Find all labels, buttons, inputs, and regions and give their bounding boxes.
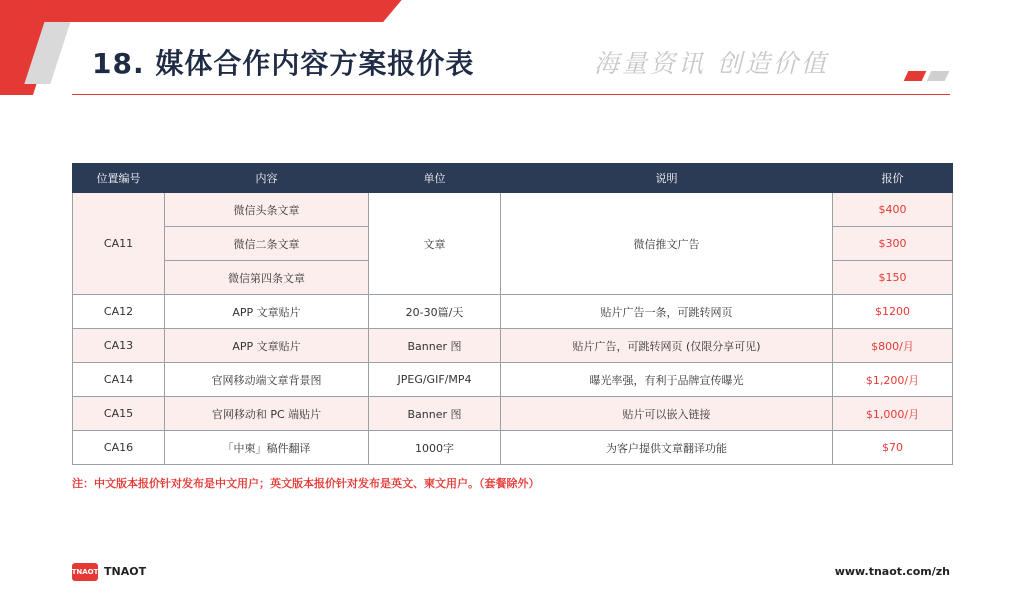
cell-price: $300 <box>833 227 953 261</box>
cell-unit: JPEG/GIF/MP4 <box>369 363 501 397</box>
cell-content: APP 文章贴片 <box>165 295 369 329</box>
table-row <box>73 431 953 465</box>
slogan: 海量资讯 创造价值 <box>594 49 829 78</box>
decor-mark-grey <box>927 71 950 81</box>
cell-content: 官网移动和 PC 端贴片 <box>165 397 369 431</box>
decor-stripe-red <box>23 0 410 22</box>
cell-unit: Banner 图 <box>369 329 501 363</box>
cell-content: 微信二条文章 <box>165 227 369 261</box>
cell-desc: 贴片广告一条，可跳转网页 <box>501 295 833 329</box>
cell-unit: 文章 <box>369 193 501 295</box>
cell-desc: 为客户提供文章翻译功能 <box>501 431 833 465</box>
table-row <box>73 193 953 227</box>
cell-id: CA11 <box>73 193 165 295</box>
cell-price: $800/月 <box>833 329 953 363</box>
cell-id: CA15 <box>73 397 165 431</box>
cell-unit: 20-30篇/天 <box>369 295 501 329</box>
col-header-price: 报价 <box>833 164 953 193</box>
footnote: 注：中文版本报价针对发布是中文用户；英文版本报价针对发布是英文、柬文用户。（套餐除外） <box>72 477 540 490</box>
table-row <box>73 295 953 329</box>
tnaot-logo-icon: TNAOT <box>72 563 98 581</box>
table-row <box>73 329 953 363</box>
table-row <box>73 363 953 397</box>
cell-price: $400 <box>833 193 953 227</box>
col-header-id: 位置编号 <box>73 164 165 193</box>
cell-unit: 1000字 <box>369 431 501 465</box>
col-header-desc: 说明 <box>501 164 833 193</box>
table-header <box>73 164 953 193</box>
cell-desc: 贴片可以嵌入链接 <box>501 397 833 431</box>
cell-content: 官网移动端文章背景图 <box>165 363 369 397</box>
website-url: www.tnaot.com/zh <box>834 565 950 578</box>
cell-content: 「中柬」稿件翻译 <box>165 431 369 465</box>
decor-mark-red <box>904 71 927 81</box>
cell-id: CA16 <box>73 431 165 465</box>
cell-price: $1200 <box>833 295 953 329</box>
cell-id: CA12 <box>73 295 165 329</box>
brand-name: TNAOT <box>104 565 147 578</box>
title-divider <box>72 94 950 95</box>
cell-desc: 微信推文广告 <box>501 193 833 295</box>
cell-content: 微信头条文章 <box>165 193 369 227</box>
cell-price: $1,200/月 <box>833 363 953 397</box>
cell-id: CA13 <box>73 329 165 363</box>
price-table <box>72 163 953 465</box>
cell-price: $150 <box>833 261 953 295</box>
cell-desc: 贴片广告，可跳转网页 (仅限分享可见) <box>501 329 833 363</box>
col-header-content: 内容 <box>165 164 369 193</box>
cell-price: $1,000/月 <box>833 397 953 431</box>
cell-id: CA14 <box>73 363 165 397</box>
page-title: 18. 媒体合作内容方案报价表 <box>92 47 475 80</box>
cell-price: $70 <box>833 431 953 465</box>
cell-content: 微信第四条文章 <box>165 261 369 295</box>
table-row <box>73 397 953 431</box>
cell-content: APP 文章贴片 <box>165 329 369 363</box>
col-header-unit: 单位 <box>369 164 501 193</box>
cell-unit: Banner 图 <box>369 397 501 431</box>
cell-desc: 曝光率强，有利于品牌宣传曝光 <box>501 363 833 397</box>
